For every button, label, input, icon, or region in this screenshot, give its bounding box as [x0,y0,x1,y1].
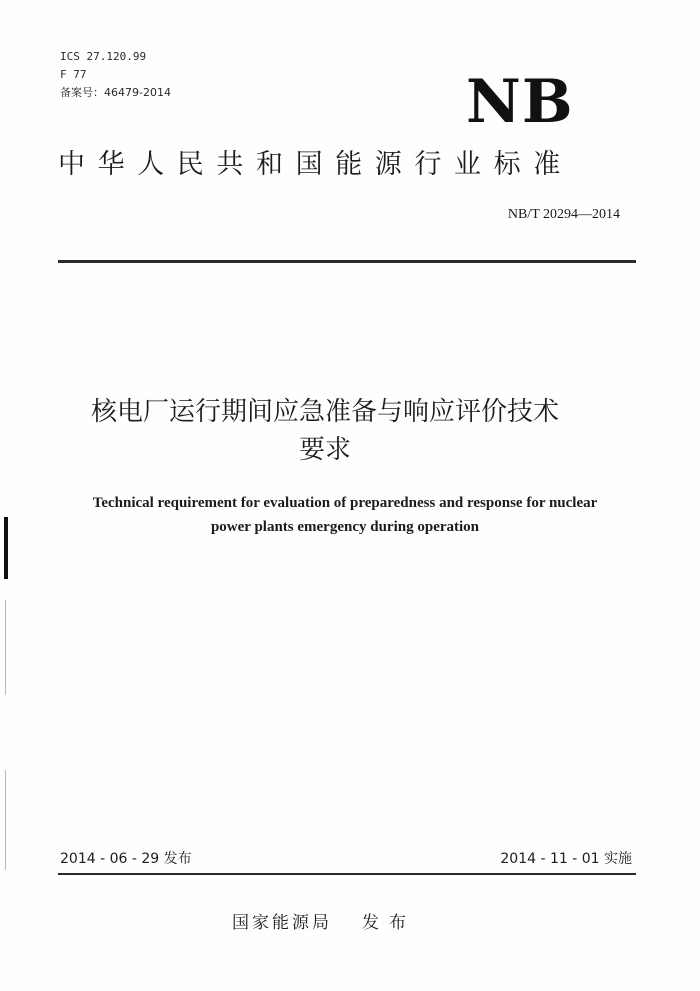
standard-number: NB/T 20294—2014 [507,207,620,222]
scan-edge-line [5,600,6,695]
ics-code: ICS 27.120.99 [60,50,147,63]
title-cn-line-1: 核电厂运行期间应急准备与响应评价技术 [90,397,559,427]
bottom-divider [58,873,636,875]
nb-logo: NB [466,67,574,137]
title-en-line-2: power plants emergency during operation [210,519,480,535]
effective-date: 2014 - 11 - 01 实施 [500,851,632,867]
scan-edge-line [5,770,6,870]
top-divider [58,260,636,263]
title-en-line-1: Technical requirement for evaluation of preparedness and response for nuclear [92,495,598,511]
title-cn-line-2: 要求 [298,435,351,465]
record-number: 备案号：46479-2014 [60,86,171,99]
classification-code: F 77 [60,68,87,81]
scan-edge-mark [4,517,8,579]
standard-name: 中华人民共和国能源行业标准 [58,149,573,180]
issuer-action: 发布 [362,913,416,933]
issuer-name: 国家能源局 [232,913,332,933]
issuer-line [232,911,416,935]
issue-date: 2014 - 06 - 29 发布 [60,851,192,867]
